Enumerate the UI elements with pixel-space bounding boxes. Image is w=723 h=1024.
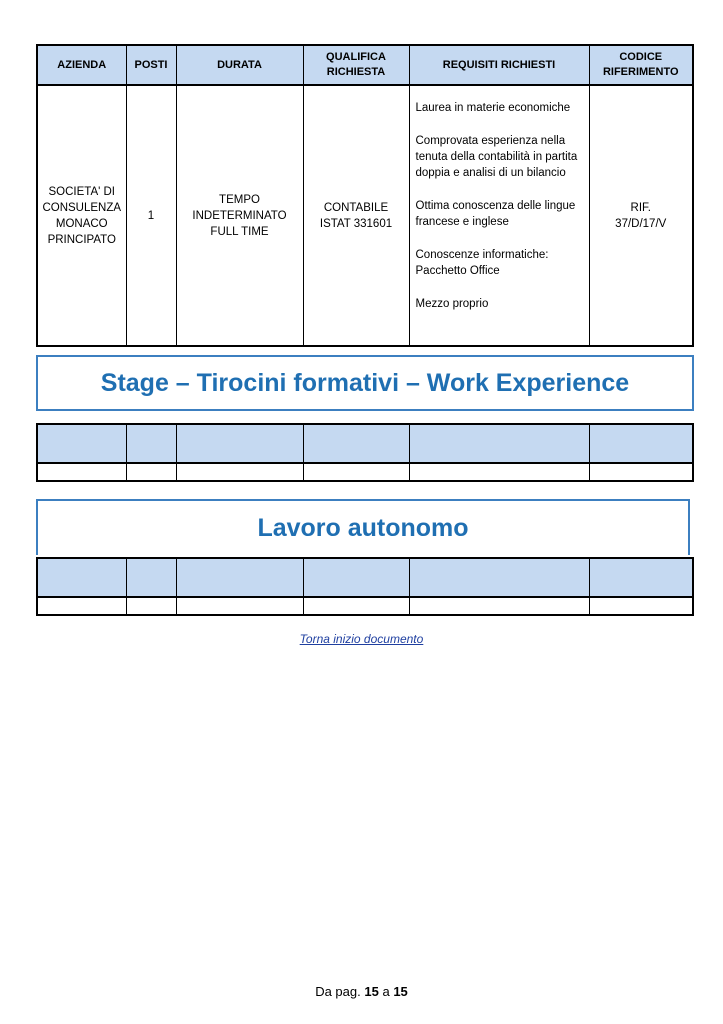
header-codice [589,45,693,85]
table-row [37,597,693,615]
stage-table [36,423,694,482]
cell-codice [589,85,693,346]
durata-line: FULL TIME [210,225,269,238]
azienda-line: SOCIETA' DI [48,185,116,198]
footer-separator: a [382,984,390,999]
durata-line: INDETERMINATO [192,209,287,222]
header-azienda: AZIENDA [37,45,126,85]
header-codice-label: CODICE RIFERIMENTO [602,51,679,78]
empty-header-cell [176,558,303,597]
azienda-line: MONACO [55,217,108,230]
azienda-line: CONSULENZA [42,201,122,214]
empty-cell [589,597,693,615]
lavoro-section-title: Lavoro autonomo [36,499,690,555]
cell-qualifica [303,85,409,346]
empty-cell [176,597,303,615]
empty-cell [176,463,303,481]
codice-line: 37/D/17/V [615,217,667,230]
back-to-top-link[interactable]: Torna inizio documento [299,632,424,646]
requisito-item: Conoscenze informatiche: Pacchetto Office [415,249,549,277]
footer-prefix: Da pag. [315,984,361,999]
empty-header-cell [409,558,589,597]
empty-header-cell [37,558,126,597]
empty-cell [303,463,409,481]
table-row [37,463,693,481]
empty-cell [409,463,589,481]
footer-total-pages: 15 [393,984,408,999]
cell-durata [176,85,303,346]
cell-posti: 1 [126,85,176,346]
table-header-row [37,424,693,463]
qualifica-line: CONTABILE [323,201,389,214]
requisito-item: Comprovata esperienza nella tenuta della contabilità in partita doppia e analisi di un bilancio [415,135,578,179]
empty-cell [409,597,589,615]
empty-cell [303,597,409,615]
durata-line: TEMPO [219,193,260,206]
table-row [37,85,693,346]
empty-header-cell [176,424,303,463]
requisito-item: Laurea in materie economiche [415,102,571,114]
empty-header-cell [37,424,126,463]
empty-header-cell [589,424,693,463]
requisito-item: Mezzo proprio [415,298,489,310]
empty-header-cell [409,424,589,463]
stage-section-title: Stage – Tirocini formativi – Work Experience [36,355,694,411]
empty-header-cell [126,424,176,463]
lavoro-table [36,557,694,616]
job-offers-table [36,44,694,347]
empty-cell [126,463,176,481]
empty-cell [589,463,693,481]
qualifica-line: ISTAT 331601 [319,217,393,230]
cell-azienda [37,85,126,346]
empty-cell [37,463,126,481]
empty-cell [126,597,176,615]
empty-header-cell [303,558,409,597]
header-durata: DURATA [176,45,303,85]
empty-header-cell [126,558,176,597]
table-header-row [37,45,693,85]
empty-header-cell [589,558,693,597]
empty-header-cell [303,424,409,463]
header-qualifica-label: QUALIFICA RICHIESTA [326,51,386,78]
codice-line: RIF. [630,201,651,214]
page-footer [0,984,723,999]
empty-cell [37,597,126,615]
azienda-line: PRINCIPATO [47,233,116,246]
table-header-row [37,558,693,597]
footer-current-page: 15 [364,984,379,999]
requisito-item: Ottima conoscenza delle lingue francese e inglese [415,200,576,228]
header-qualifica [303,45,409,85]
header-requisiti: REQUISITI RICHIESTI [409,45,589,85]
header-posti: POSTI [126,45,176,85]
cell-requisiti [409,85,589,346]
